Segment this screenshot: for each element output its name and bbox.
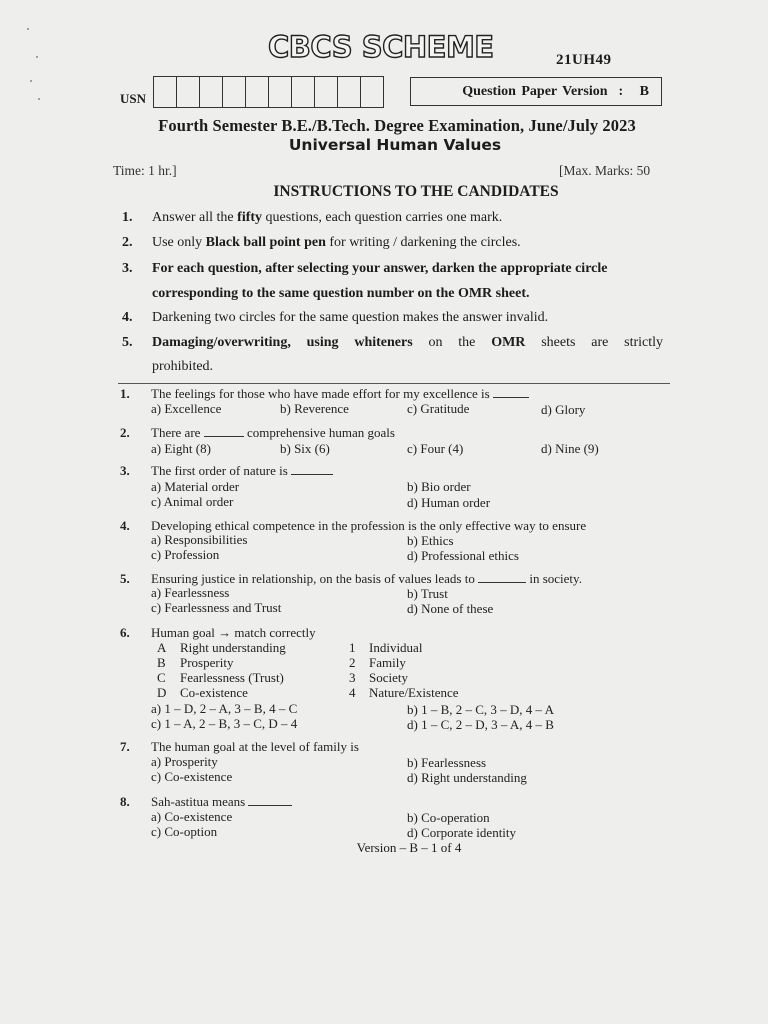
question-paper-version-box (410, 77, 662, 106)
usn-box[interactable] (222, 76, 246, 108)
question-text: Developing ethical competence in the profession is the only effective way to ensure (151, 518, 587, 533)
option-b: b) 1 – B, 2 – C, 3 – D, 4 – A (407, 702, 554, 717)
option-c: c) Four (4) (407, 441, 464, 456)
usn-box[interactable] (199, 76, 223, 108)
text-run: in society. (529, 571, 582, 586)
instruction-text-line2: prohibited. (152, 359, 214, 374)
option-b: b) Ethics (407, 533, 454, 548)
match-left-key: C (157, 670, 166, 685)
match-right-item: Individual (369, 640, 423, 655)
option-a: a) Co-existence (151, 809, 233, 824)
match-left-item: Fearlessness (Trust) (180, 670, 284, 685)
usn-box[interactable] (291, 76, 315, 108)
option-d: d) Corporate identity (407, 825, 517, 840)
question-text (151, 425, 395, 441)
question-text: The human goal at the level of family is (151, 739, 359, 754)
page-footer-version: Version – B – 1 of 4 (356, 840, 462, 855)
text-run-bold: Damaging/overwriting, using whiteners (152, 335, 413, 350)
question-number: 7. (120, 739, 130, 754)
match-left-key: D (157, 685, 167, 700)
max-marks: [Max. Marks: 50 (559, 163, 651, 178)
option-a: a) Material order (151, 479, 240, 494)
text-run: for writing / darkening the circles. (325, 235, 521, 250)
option-a: a) Eight (8) (151, 441, 211, 456)
usn-box[interactable] (245, 76, 269, 108)
answer-blank (204, 426, 244, 437)
usn-box[interactable] (176, 76, 200, 108)
option-b: b) Six (6) (280, 441, 330, 456)
option-d: d) Human order (407, 495, 491, 510)
match-left-item: Prosperity (180, 655, 234, 670)
match-right-key: 1 (349, 640, 356, 655)
time-allowed: Time: 1 hr.] (113, 163, 177, 178)
option-a: a) Responsibilities (151, 532, 248, 547)
text-run: The first order of nature is (151, 463, 288, 478)
instruction-text-line2: corresponding to the same question number on the OMR sheet. (152, 286, 530, 301)
instruction-text-line1: For each question, after selecting your answer, darken the appropriate circle (152, 261, 608, 276)
option-a: a) 1 – D, 2 – A, 3 – B, 4 – C (151, 701, 298, 716)
match-left-item: Co-existence (180, 685, 248, 700)
text-run: Answer all the (152, 210, 238, 225)
option-d: d) None of these (407, 601, 494, 616)
question-number: 3. (120, 463, 130, 478)
match-right-key: 4 (349, 685, 356, 700)
scan-speck (30, 80, 32, 82)
answer-blank (291, 464, 333, 475)
match-right-key: 2 (349, 655, 356, 670)
match-left-item: Right understanding (180, 640, 286, 655)
answer-blank (478, 572, 526, 583)
match-right-key: 3 (349, 670, 356, 685)
usn-boxes (154, 76, 384, 108)
option-b: b) Bio order (407, 479, 471, 494)
instruction-text (152, 235, 521, 251)
question-number: 5. (120, 571, 130, 586)
question-text: Human goal → match correctly (151, 625, 316, 640)
option-c: c) Profession (151, 547, 220, 562)
instruction-number: 3. (122, 261, 133, 276)
option-d: d) Right understanding (407, 770, 527, 785)
usn-box[interactable] (314, 76, 338, 108)
text-run: There are (151, 425, 201, 440)
option-c: c) Co-option (151, 824, 218, 839)
text-run: on the (412, 335, 492, 350)
exam-title: Fourth Semester B.E./B.Tech. Degree Examination, June/July 2023 (158, 116, 636, 135)
match-right-item: Family (369, 655, 406, 670)
instruction-number: 1. (122, 210, 133, 225)
question-text (151, 386, 529, 402)
instruction-number: 4. (122, 310, 133, 325)
match-right-item: Society (369, 670, 408, 685)
option-c: c) Fearlessness and Trust (151, 600, 282, 615)
answer-blank (248, 795, 292, 806)
text-run: Use only (152, 235, 206, 250)
match-left-key: A (157, 640, 167, 655)
instruction-number: 5. (122, 335, 133, 350)
text-run: Sah-astitua means (151, 794, 246, 809)
option-b: b) Co-operation (407, 810, 490, 825)
option-d: d) Nine (9) (541, 441, 599, 456)
match-left-key: B (157, 655, 166, 670)
option-b: b) Fearlessness (407, 755, 487, 770)
question-number: 4. (120, 518, 130, 533)
option-a: a) Prosperity (151, 754, 218, 769)
scheme-stamp: CBCS SCHEME (268, 30, 494, 64)
option-c: c) Animal order (151, 494, 234, 509)
divider-line (118, 383, 670, 384)
usn-box[interactable] (153, 76, 177, 108)
option-b: b) Trust (407, 586, 448, 601)
usn-box[interactable] (360, 76, 384, 108)
usn-box[interactable] (337, 76, 361, 108)
instruction-text: Darkening two circles for the same question makes the answer invalid. (152, 310, 549, 325)
answer-blank (493, 387, 529, 398)
scan-speck (36, 56, 38, 58)
question-number: 2. (120, 425, 130, 440)
option-c: c) 1 – A, 2 – B, 3 – C, D – 4 (151, 716, 298, 731)
instruction-text (152, 335, 663, 351)
instructions-heading: INSTRUCTIONS TO THE CANDIDATES (273, 183, 559, 200)
text-run: The feelings for those who have made effort for my excellence is (151, 386, 490, 401)
instruction-text (152, 210, 502, 226)
usn-box[interactable] (268, 76, 292, 108)
option-d: d) 1 – C, 2 – D, 3 – A, 4 – B (407, 717, 554, 732)
text-run-bold: fifty (237, 210, 263, 225)
option-a: a) Fearlessness (151, 585, 230, 600)
scan-speck (27, 28, 29, 30)
text-run: questions, each question carries one mark. (262, 210, 503, 225)
text-run: comprehensive human goals (246, 425, 395, 440)
scan-speck (38, 98, 40, 100)
option-b: b) Reverence (280, 401, 349, 416)
text-run-bold: OMR (491, 335, 526, 350)
question-number: 6. (120, 625, 130, 640)
option-c: c) Gratitude (407, 401, 470, 416)
instruction-number: 2. (122, 235, 133, 250)
question-number: 1. (120, 386, 130, 401)
option-d: d) Glory (541, 402, 586, 417)
text-run: sheets are strictly (525, 335, 664, 350)
subject-title: Universal Human Values (288, 136, 502, 154)
text-run: Ensuring justice in relationship, on the basis of values leads to (151, 571, 475, 586)
match-right-item: Nature/Existence (369, 685, 459, 700)
question-number: 8. (120, 794, 130, 809)
question-text (151, 794, 292, 810)
option-c: c) Co-existence (151, 769, 233, 784)
option-a: a) Excellence (151, 401, 222, 416)
question-paper-version: Question Paper Version : B (462, 83, 649, 99)
option-d: d) Professional ethics (407, 548, 519, 563)
subject-code: 21UH49 (556, 52, 612, 68)
text-run-bold: Black ball point pen (205, 235, 326, 250)
usn-label: USN (120, 91, 147, 106)
question-text (151, 463, 333, 479)
